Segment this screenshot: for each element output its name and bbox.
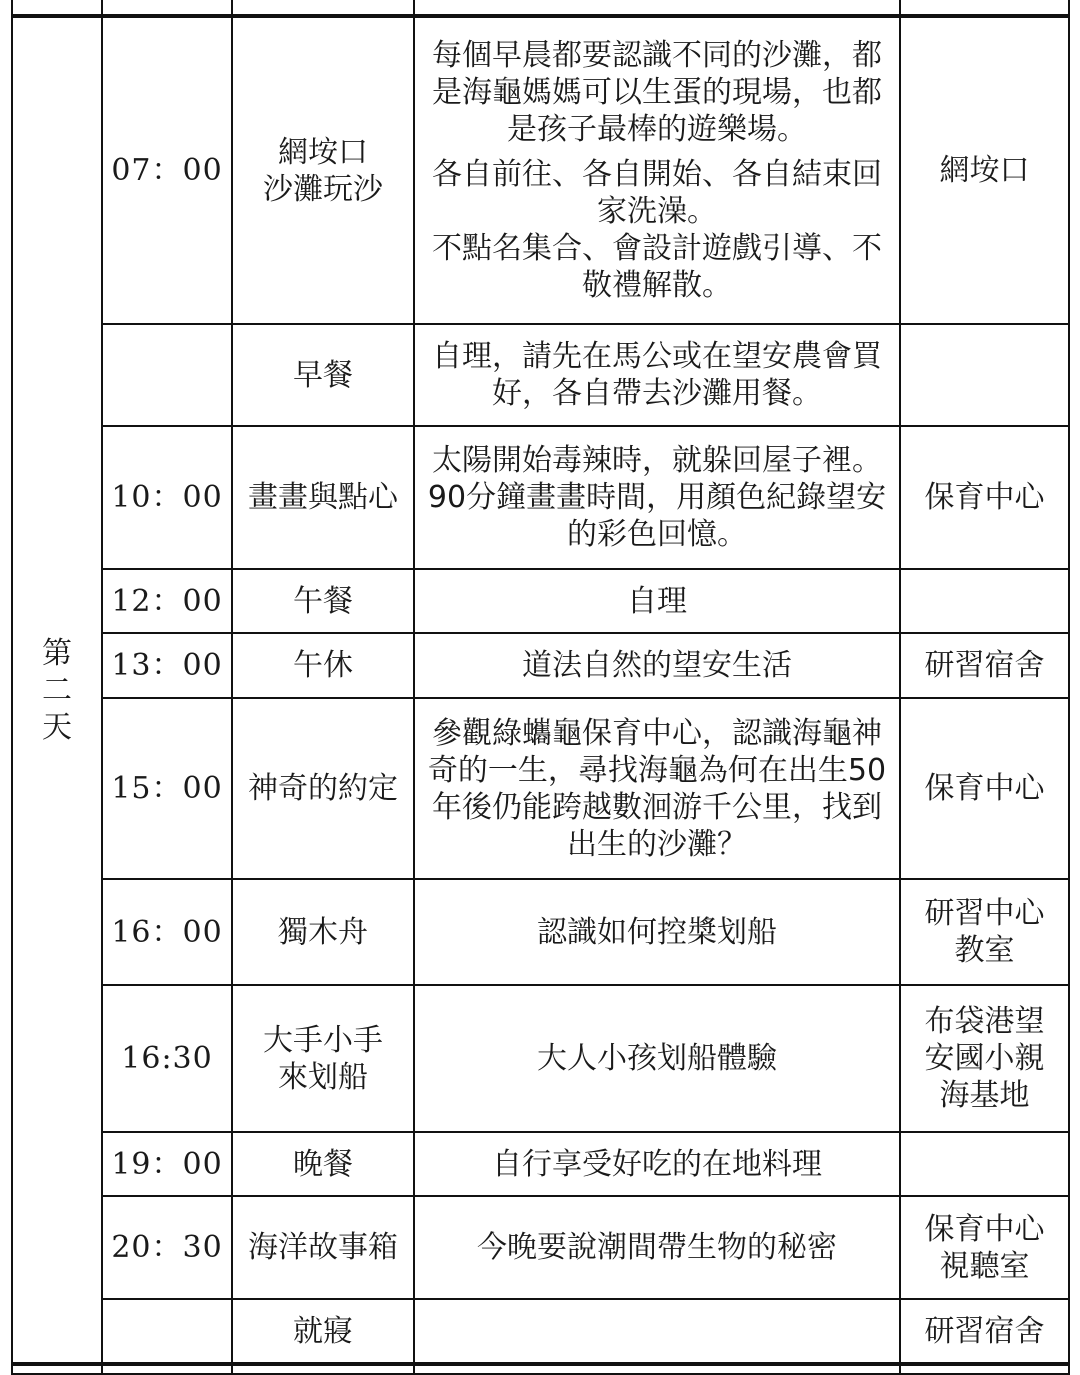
next-row-edge [12, 1364, 1069, 1374]
table-row [12, 698, 1069, 879]
description-cell: 道法自然的望安生活 [414, 633, 900, 698]
activity-cell: 午餐 [232, 569, 414, 633]
description-cell: 自行享受好吃的在地料理 [414, 1132, 900, 1196]
activity-cell: 畫畫與點心 [232, 426, 414, 569]
description-cell: 今晚要說潮間帶生物的秘密 [414, 1196, 900, 1299]
activity-cell: 海洋故事箱 [232, 1196, 414, 1299]
time-cell: 12：00 [102, 569, 232, 633]
activity-cell: 大手小手 來划船 [232, 985, 414, 1132]
description-cell: 認識如何控槳划船 [414, 879, 900, 985]
activity-cell: 就寢 [232, 1299, 414, 1364]
table-row [12, 879, 1069, 985]
table-row [12, 569, 1069, 633]
activity-cell: 早餐 [232, 324, 414, 426]
time-cell: 19：00 [102, 1132, 232, 1196]
time-cell [102, 324, 232, 426]
schedule-table [11, 0, 1070, 1375]
location-cell [900, 324, 1069, 426]
time-cell: 07：00 [102, 16, 232, 324]
table-row [12, 1299, 1069, 1364]
time-cell: 16：00 [102, 879, 232, 985]
time-cell: 13：00 [102, 633, 232, 698]
activity-cell: 神奇的約定 [232, 698, 414, 879]
location-cell [900, 569, 1069, 633]
activity-cell: 網垵口 沙灘玩沙 [232, 16, 414, 324]
description-cell: 自理 [414, 569, 900, 633]
time-cell [102, 1299, 232, 1364]
day-label: 第 二 天 [12, 16, 102, 1364]
location-cell: 網垵口 [900, 16, 1069, 324]
description-cell: 參觀綠蠵龜保育中心，認識海龜神奇的一生，尋找海龜為何在出生50年後仍能跨越數洄游千公里，找到出生的沙灘？ [414, 698, 900, 879]
description-cell [414, 1299, 900, 1364]
location-cell: 研習中心 教室 [900, 879, 1069, 985]
location-cell: 研習宿舍 [900, 633, 1069, 698]
table-row [12, 16, 1069, 324]
activity-cell: 獨木舟 [232, 879, 414, 985]
location-cell: 布袋港望 安國小親 海基地 [900, 985, 1069, 1132]
time-cell: 10：00 [102, 426, 232, 569]
previous-row-edge [12, 0, 1069, 16]
activity-cell: 晚餐 [232, 1132, 414, 1196]
table-row [12, 985, 1069, 1132]
table-row [12, 426, 1069, 569]
table-row [12, 1196, 1069, 1299]
table-row [12, 633, 1069, 698]
table-row [12, 324, 1069, 426]
description-cell: 大人小孩划船體驗 [414, 985, 900, 1132]
activity-cell: 午休 [232, 633, 414, 698]
location-cell: 保育中心 [900, 698, 1069, 879]
description-cell: 每個早晨都要認識不同的沙灘，都是海龜媽媽可以生蛋的現場，也都是孩子最棒的遊樂場。 各自前往、各自開始、各自結束回家洗澡。 不點名集合、會設計遊戲引導、不敬禮解散。 [414, 16, 900, 324]
time-cell: 15：00 [102, 698, 232, 879]
location-cell [900, 1132, 1069, 1196]
time-cell: 20：30 [102, 1196, 232, 1299]
time-cell: 16:30 [102, 985, 232, 1132]
description-cell: 太陽開始毒辣時，就躲回屋子裡。90分鐘畫畫時間，用顏色紀錄望安的彩色回憶。 [414, 426, 900, 569]
table-row [12, 1132, 1069, 1196]
location-cell: 保育中心 [900, 426, 1069, 569]
location-cell: 研習宿舍 [900, 1299, 1069, 1364]
location-cell: 保育中心 視聽室 [900, 1196, 1069, 1299]
description-cell: 自理，請先在馬公或在望安農會買好，各自帶去沙灘用餐。 [414, 324, 900, 426]
